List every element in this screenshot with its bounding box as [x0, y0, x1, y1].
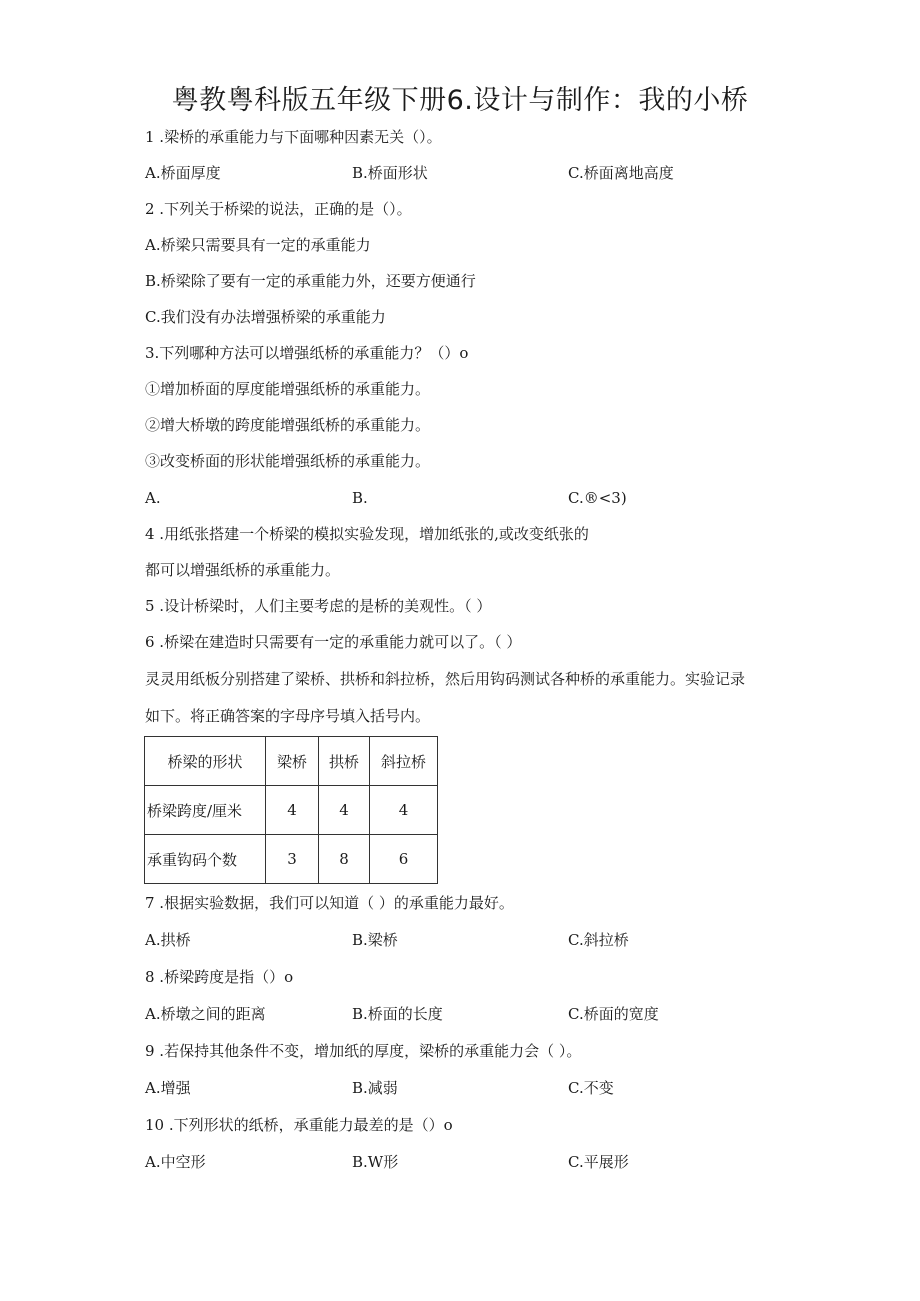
- q9-option-b: B.减弱: [352, 1079, 398, 1097]
- experiment-intro-line-2: 如下。将正确答案的字母序号填入括号内。: [145, 707, 431, 725]
- table-cell: 4: [319, 786, 370, 835]
- q7-option-a: A.拱桥: [145, 931, 191, 949]
- question-9: 9 .若保持其他条件不变，增加纸的厚度，梁桥的承重能力会（ ）。: [145, 1042, 582, 1060]
- q2-option-b: B.桥梁除了要有一定的承重能力外，还要方便通行: [145, 272, 476, 290]
- q3-statement-1: ①增加桥面的厚度能增强纸桥的承重能力。: [145, 380, 431, 398]
- experiment-record-table: [144, 736, 438, 884]
- table-header-cell: 拱桥: [319, 737, 370, 786]
- question-7: 7 .根据实验数据，我们可以知道（ ）的承重能力最好。: [145, 894, 514, 912]
- question-1: 1 .梁桥的承重能力与下面哪种因素无关（）。: [145, 128, 442, 146]
- table-cell: 8: [319, 835, 370, 884]
- q1-option-c: C.桥面离地高度: [568, 164, 674, 182]
- q3-statement-2: ②增大桥墩的跨度能增强纸桥的承重能力。: [145, 416, 431, 434]
- q10-option-b: B.W形: [352, 1153, 399, 1171]
- experiment-intro-line-1: 灵灵用纸板分别搭建了梁桥、拱桥和斜拉桥，然后用钩码测试各种桥的承重能力。实验记录: [145, 670, 746, 688]
- table-cell: 4: [266, 786, 319, 835]
- table-header-cell: 桥梁的形状: [145, 737, 266, 786]
- q3-option-a: A.: [145, 489, 161, 507]
- q3-option-b: B.: [352, 489, 368, 507]
- q9-option-a: A.增强: [145, 1079, 191, 1097]
- question-6: 6 .桥梁在建造时只需要有一定的承重能力就可以了。（ ）: [145, 633, 522, 651]
- table-cell: 桥梁跨度/厘米: [145, 786, 266, 835]
- q10-option-a: A.中空形: [145, 1153, 206, 1171]
- q7-option-b: B.梁桥: [352, 931, 398, 949]
- question-3: 3.下列哪种方法可以增强纸桥的承重能力？（）o: [145, 344, 469, 362]
- question-4-line-2: 都可以增强纸桥的承重能力。: [145, 561, 341, 579]
- table-row: [145, 786, 438, 835]
- q1-option-b: B.桥面形状: [352, 164, 428, 182]
- q10-option-c: C.平展形: [568, 1153, 629, 1171]
- question-5: 5 .设计桥梁时，人们主要考虑的是桥的美观性。（ ）: [145, 597, 492, 615]
- q2-option-c: C.我们没有办法增强桥梁的承重能力: [145, 308, 386, 326]
- q3-statement-3: ③改变桥面的形状能增强纸桥的承重能力。: [145, 452, 431, 470]
- table-header-cell: 梁桥: [266, 737, 319, 786]
- table-cell: 6: [370, 835, 438, 884]
- question-2: 2 .下列关于桥梁的说法，正确的是（）。: [145, 200, 412, 218]
- question-4-line-1: 4 .用纸张搭建一个桥梁的模拟实验发现，增加纸张的,或改变纸张的: [145, 525, 589, 543]
- table-cell: 承重钩码个数: [145, 835, 266, 884]
- table-cell: 4: [370, 786, 438, 835]
- q1-option-a: A.桥面厚度: [145, 164, 221, 182]
- table-header-row: [145, 737, 438, 786]
- q3-option-c: C.®<3): [568, 489, 627, 507]
- q7-option-c: C.斜拉桥: [568, 931, 629, 949]
- question-8: 8 .桥梁跨度是指（）o: [145, 968, 294, 986]
- q8-option-c: C.桥面的宽度: [568, 1005, 659, 1023]
- q2-option-a: A.桥梁只需要具有一定的承重能力: [145, 236, 371, 254]
- table-cell: 3: [266, 835, 319, 884]
- page-title: 粤教粤科版五年级下册6.设计与制作：我的小桥: [171, 85, 749, 116]
- q8-option-b: B.桥面的长度: [352, 1005, 443, 1023]
- q8-option-a: A.桥墩之间的距离: [145, 1005, 266, 1023]
- table-row: [145, 835, 438, 884]
- q9-option-c: C.不变: [568, 1079, 614, 1097]
- question-10: 10 .下列形状的纸桥，承重能力最差的是（）o: [145, 1116, 453, 1134]
- table-header-cell: 斜拉桥: [370, 737, 438, 786]
